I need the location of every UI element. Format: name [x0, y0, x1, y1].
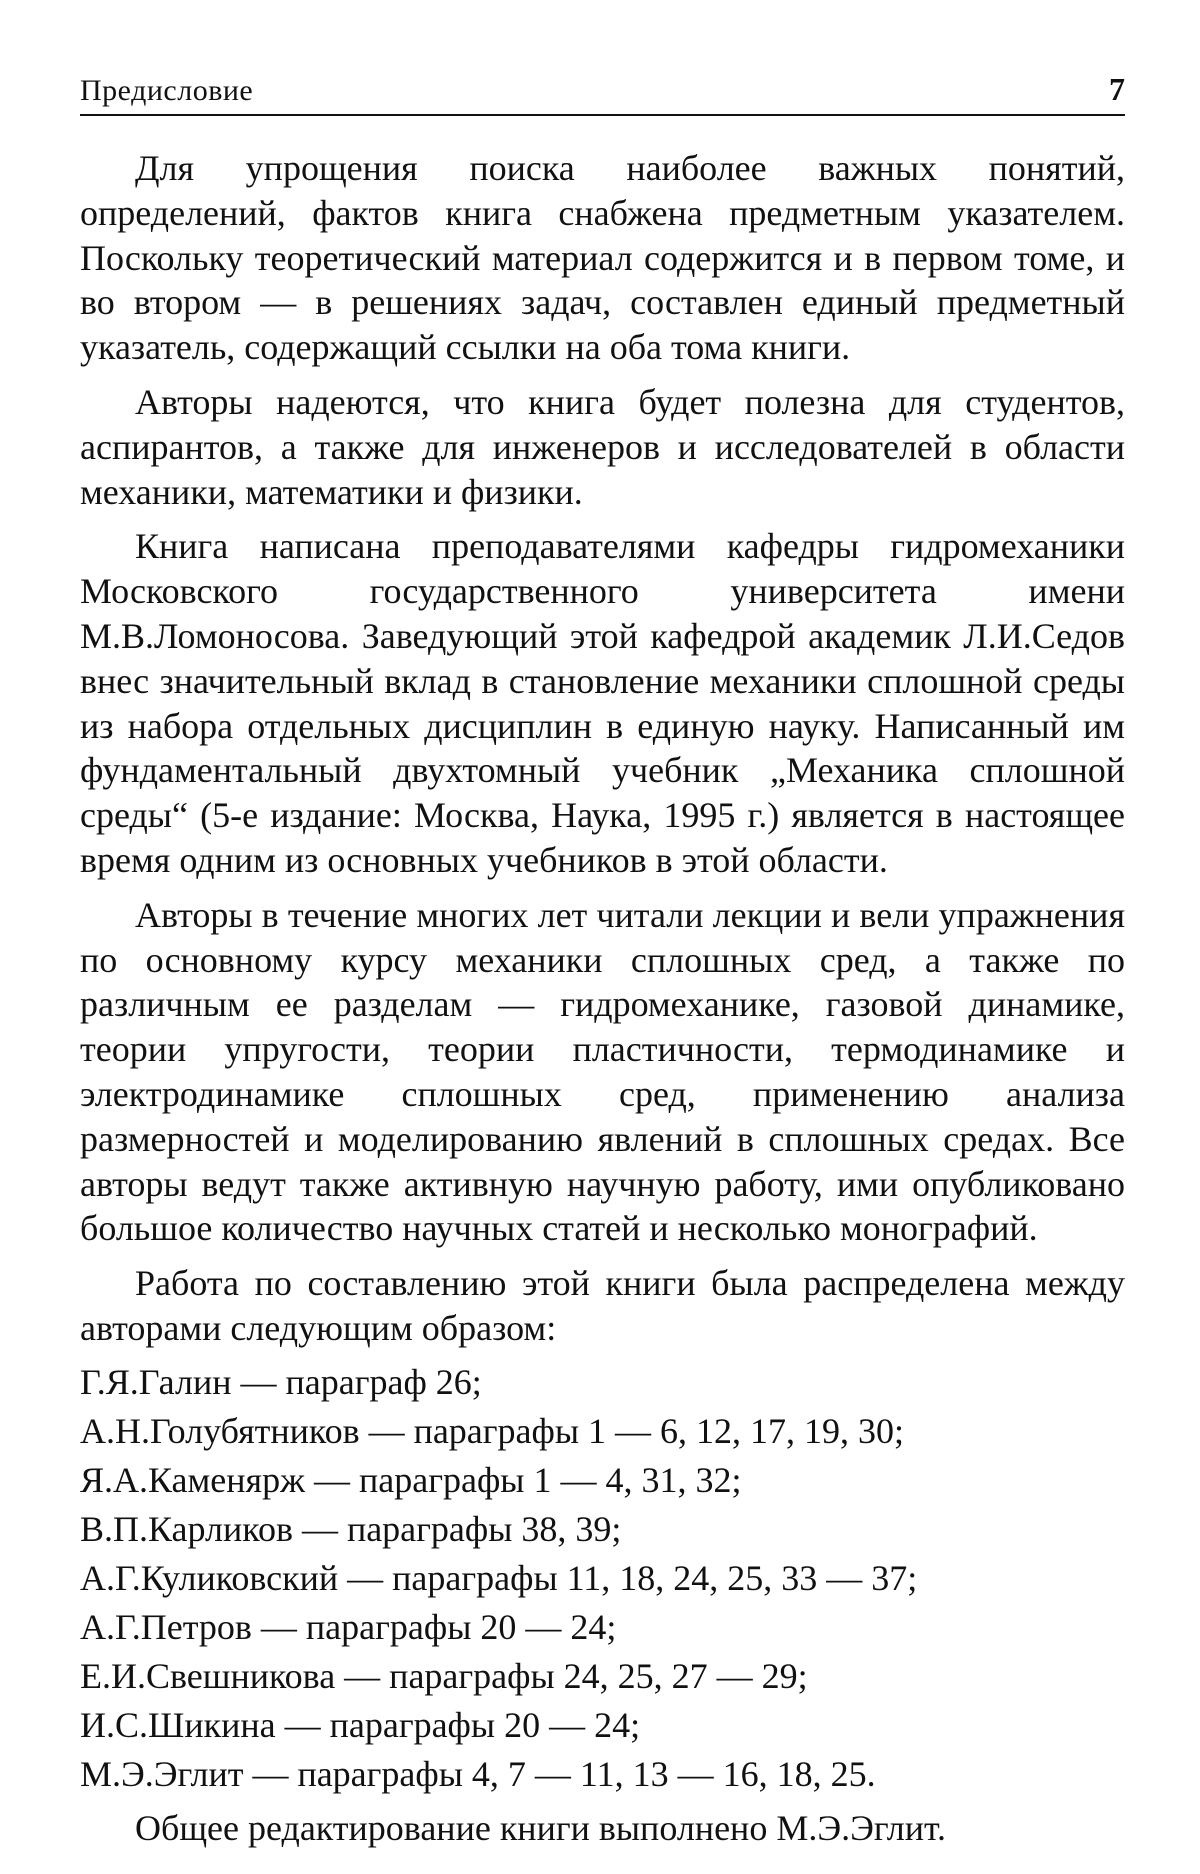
paragraph-audience: Авторы надеются, что книга будет полезна для студентов, аспирантов, а также для инженеров и исследователей в области механики, математики и физики. [80, 381, 1125, 512]
running-head [80, 70, 1125, 116]
author-list [80, 1361, 1125, 1796]
author-item: М.Э.Эглит — параграфы 4, 7 — 11, 13 — 16, 18, 25. [80, 1753, 876, 1794]
page-body [80, 146, 1125, 1851]
paragraph-authors-experience: Авторы в течение многих лет читали лекции и вели упражнения по основному курсу механики сплошных сред, а также по различным ее разделам — гидромеханике, газовой динамике, теории упругости, теории пластичности, термодинамике и электродинамике сплошных сред, применению анализа размерностей и моделированию явлений в сплошных средах. Все авторы ведут также активную научную работу, ими опубликовано большое количество научных статей и несколько монографий. [80, 894, 1125, 1249]
running-title: Предисловие [80, 74, 254, 107]
author-item: А.Г.Петров — параграфы 20 — 24; [80, 1606, 617, 1647]
paragraph-department: Книга написана преподавателями кафедры гидромеханики Московского государственного университета имени М.В.Ломоносова. Заведующий этой кафедрой академик Л.И.Седов внес значительный вклад в становление механики сплошной среды из набора отдельных дисциплин в единую науку. Написанный им фундаментальный двухтомный учебник „Механика сплошной среды“ (5-е издание: Москва, Наука, 1995 г.) является в настоящее время одним из основных учебников в этой области. [80, 526, 1125, 880]
author-item: Г.Я.Галин — параграф 26; [80, 1361, 482, 1402]
author-item: А.Г.Куликовский — параграфы 11, 18, 24, 25, 33 — 37; [80, 1557, 918, 1598]
author-item: Е.И.Свешникова — параграфы 24, 25, 27 — 29; [80, 1655, 808, 1696]
author-item: Я.А.Каменярж — параграфы 1 — 4, 31, 32; [80, 1459, 742, 1500]
page-number: 7 [1109, 71, 1125, 107]
closing-line: Общее редактирование книги выполнено М.Э.Эглит. [135, 1807, 947, 1848]
paragraph-index-note: Для упрощения поиска наиболее важных понятий, определений, фактов книга снабжена предметным указателем. Поскольку теоретический материал содержится и в первом томе, и во втором — в решениях задач, составлен единый предметный указатель, содержащий ссылки на оба тома книги. [80, 148, 1125, 368]
author-item: И.С.Шикина — параграфы 20 — 24; [80, 1704, 641, 1745]
author-item: А.Н.Голубятников — параграфы 1 — 6, 12, 17, 19, 30; [80, 1410, 905, 1451]
author-item: В.П.Карликов — параграфы 38, 39; [80, 1508, 622, 1549]
book-page [80, 70, 1125, 1851]
paragraph-work-distribution: Работа по составлению этой книги была распределена между авторами следующим образом: [80, 1263, 1125, 1348]
